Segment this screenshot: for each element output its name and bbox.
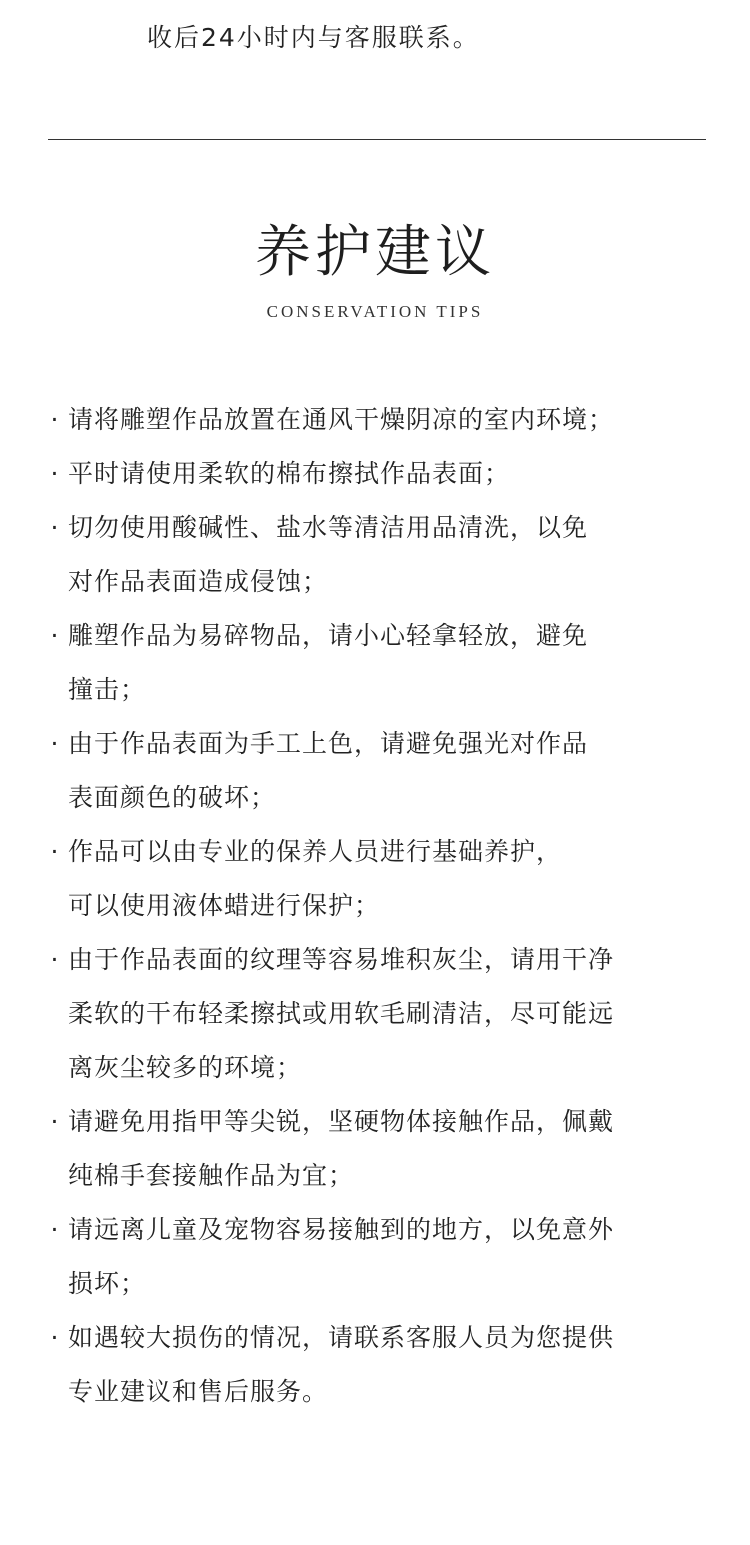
tip-item xyxy=(48,609,708,717)
bullet-dot: · xyxy=(50,945,60,974)
tip-line: 专业建议和售后服务。 xyxy=(68,1377,329,1406)
tip-line: 作品可以由专业的保养人员进行基础养护， xyxy=(68,837,563,866)
tip-line: 雕塑作品为易碎物品，请小心轻拿轻放，避免 xyxy=(68,621,589,650)
tip-item xyxy=(48,717,708,825)
tip-line: 可以使用液体蜡进行保护； xyxy=(68,891,381,920)
conservation-tips-list xyxy=(48,393,708,1419)
tip-item xyxy=(48,933,708,1095)
tip-item xyxy=(48,447,708,501)
section-divider xyxy=(48,139,706,140)
tip-line: 切勿使用酸碱性、盐水等清洁用品清洗，以免 xyxy=(68,513,589,542)
bullet-dot: · xyxy=(50,459,60,488)
tip-line: 对作品表面造成侵蚀； xyxy=(68,567,329,596)
bullet-dot: · xyxy=(50,405,60,434)
bullet-dot: · xyxy=(50,837,60,866)
tip-line: 如遇较大损伤的情况，请联系客服人员为您提供 xyxy=(68,1323,615,1352)
tip-item xyxy=(48,1311,708,1419)
tip-item xyxy=(48,1203,708,1311)
tip-line: 撞击； xyxy=(68,675,147,704)
previous-section-text: 收后24小时内与客服联系。 xyxy=(147,23,480,52)
tip-line: 平时请使用柔软的棉布擦拭作品表面； xyxy=(68,459,511,488)
bullet-dot: · xyxy=(50,621,60,650)
tip-item xyxy=(48,501,708,609)
tip-item xyxy=(48,393,708,447)
bullet-dot: · xyxy=(50,729,60,758)
section-title: 养护建议 xyxy=(255,220,495,285)
tip-line: 损坏； xyxy=(68,1269,147,1298)
bullet-dot: · xyxy=(50,1323,60,1352)
bullet-dot: · xyxy=(50,513,60,542)
tip-item xyxy=(48,825,708,933)
section-subtitle: CONSERVATION TIPS xyxy=(266,302,484,321)
tip-line: 请远离儿童及宠物容易接触到的地方，以免意外 xyxy=(68,1215,615,1244)
tip-line: 由于作品表面为手工上色，请避免强光对作品 xyxy=(68,729,589,758)
tip-line: 由于作品表面的纹理等容易堆积灰尘，请用干净 xyxy=(68,945,615,974)
tip-line: 离灰尘较多的环境； xyxy=(68,1053,303,1082)
tip-line: 纯棉手套接触作品为宜； xyxy=(68,1161,355,1190)
tip-item xyxy=(48,1095,708,1203)
bullet-dot: · xyxy=(50,1107,60,1136)
bullet-dot: · xyxy=(50,1215,60,1244)
tip-line: 请避免用指甲等尖锐，坚硬物体接触作品，佩戴 xyxy=(68,1107,615,1136)
tip-line: 柔软的干布轻柔擦拭或用软毛刷清洁，尽可能远 xyxy=(68,999,615,1028)
tip-line: 表面颜色的破坏； xyxy=(68,783,277,812)
tip-line: 请将雕塑作品放置在通风干燥阴凉的室内环境； xyxy=(68,405,615,434)
